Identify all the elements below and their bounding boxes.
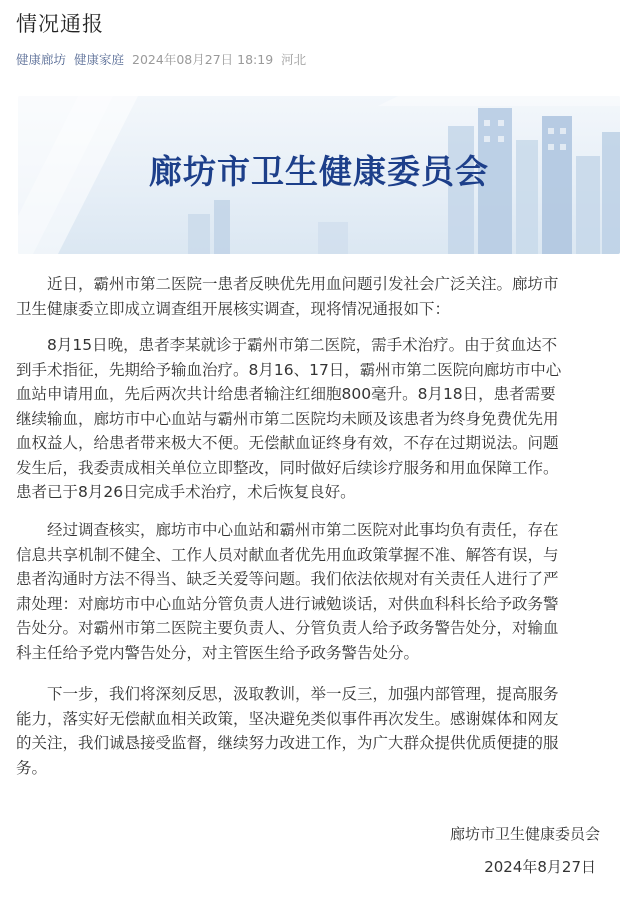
text-line: 科主任给予党内警告处分，对主管医生给予政务警告处分。	[16, 643, 420, 662]
text-line: 血站申请用血，先后两次共计给患者输注红细胞800毫升。8月18日，患者需要	[16, 385, 556, 403]
text-line: 近日，霸州市第二医院一患者反映优先用血问题引发社会广泛关注。廊坊市	[16, 275, 559, 293]
text-line: 患者已于8月26日完成手术治疗，术后恢复良好。	[16, 483, 356, 501]
article-title: 情况通报	[16, 12, 104, 36]
publish-time: 2024年08月27日 18:19	[132, 52, 274, 67]
text-line: 下一步，我们将深刻反思，汲取教训，举一反三，加强内部管理，提高服务	[16, 685, 559, 703]
text-line: 经过调查核实，廊坊市中心血站和霸州市第二医院对此事均负有责任，存在	[16, 521, 559, 539]
text-line: 继续输血，廊坊市中心血站与霸州市第二医院均未顾及该患者为终身免费优先用	[16, 409, 559, 428]
text-line: 告处分。对霸州市第二医院主要负责人、分管负责人给予政务警告处分，对输血	[16, 619, 559, 637]
account-link-health-family[interactable]: 健康家庭	[74, 52, 125, 67]
paragraph-1	[16, 272, 624, 321]
text-line: 患者沟通时方法不得当、缺乏关爱等问题。我们依法依规对有关责任人进行了严	[16, 570, 559, 588]
paragraph-3	[16, 518, 624, 665]
article-meta	[16, 50, 314, 68]
signature-organization: 廊坊市卫生健康委员会	[449, 825, 600, 843]
paragraph-4	[16, 682, 624, 780]
text-line: 信息共享机制不健全、工作人员对献血者优先用血政策掌握不准、解答有误，与	[16, 545, 559, 564]
text-line: 的关注，我们诚恳接受监督，继续努力改进工作，为广大群众提供优质便捷的服	[16, 734, 559, 752]
text-line: 能力，落实好无偿献血相关政策，坚决避免类似事件再次发生。感谢媒体和网友	[16, 709, 559, 728]
text-line: 务。	[16, 758, 48, 777]
signature-date: 2024年8月27日	[484, 858, 596, 876]
text-line: 肃处理：对廊坊市中心血站分管负责人进行诫勉谈话，对供血科科长给予政务警	[16, 594, 559, 613]
text-line: 血权益人，给患者带来极大不便。无偿献血证终身有效，不存在过期说法。问题	[16, 434, 559, 452]
text-line: 8月15日晚，患者李某就诊于霸州市第二医院，需手术治疗。由于贫血达不	[16, 336, 558, 354]
account-link-health-langfang[interactable]: 健康廊坊	[16, 52, 67, 67]
header-banner-image	[18, 96, 620, 254]
text-line: 卫生健康委立即成立调查组开展核实调查，现将情况通报如下：	[16, 299, 451, 318]
text-line: 到手术指征，先期给予输血治疗。8月16、17日，霸州市第二医院向廊坊市中心	[16, 360, 562, 379]
text-line: 发生后，我委责成相关单位立即整改，同时做好后续诊疗服务和用血保障工作。	[16, 458, 559, 477]
banner-title: 廊坊市卫生健康委员会	[149, 152, 489, 191]
publish-location: 河北	[281, 52, 307, 67]
paragraph-2	[16, 333, 624, 505]
